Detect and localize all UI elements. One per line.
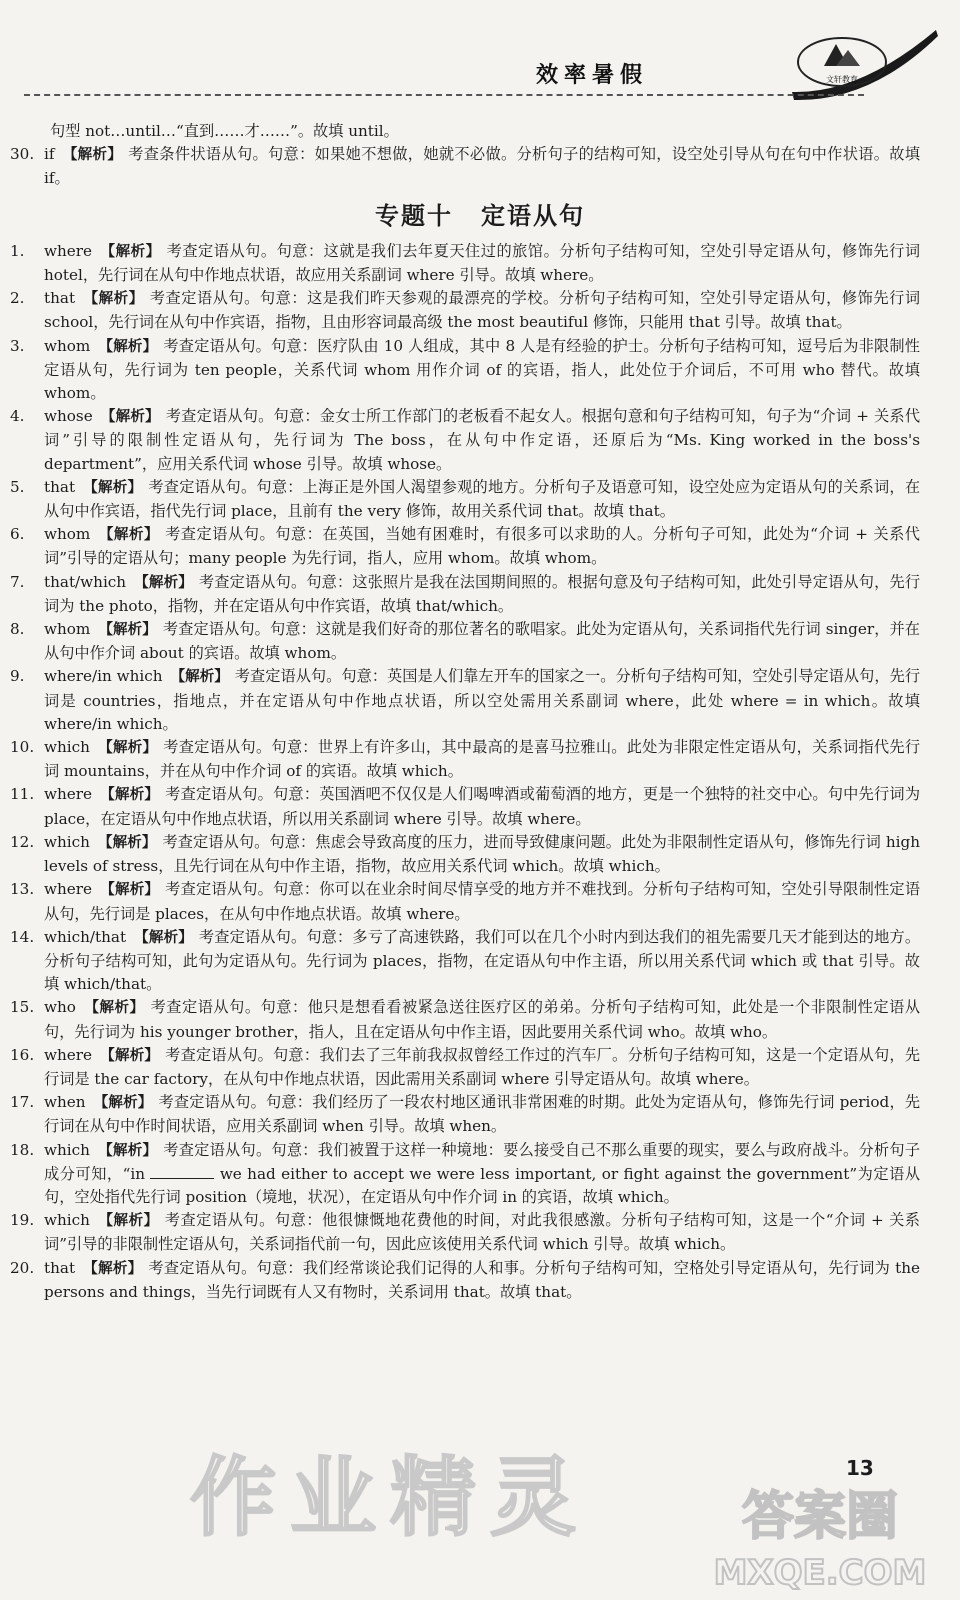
item-number: 14.	[10, 927, 35, 946]
item-explanation: 考查定语从句。句意：他很慷慨地花费他的时间，对此我很感激。分析句子结构可知，这是一个“介词 + 关系词”引导的非限制性定语从句，关系词指代前一句，因此应该使用关系代词 which 引导。故填 which。	[44, 1211, 920, 1254]
analysis-tag: 【解析】	[62, 147, 123, 164]
item-answer: whom	[44, 525, 91, 544]
item-answer: where	[44, 241, 93, 260]
section-title	[0, 201, 960, 230]
header-title: 效率暑假	[536, 63, 649, 88]
page-number: 13	[846, 1456, 874, 1480]
item-answer: who	[44, 998, 76, 1017]
analysis-tag: 【解析】	[83, 1260, 143, 1277]
answer-item	[0, 1257, 960, 1304]
item-number: 2.	[10, 289, 25, 308]
watermark-url: MXQE.COM	[713, 1553, 927, 1593]
item-explanation: 考查定语从句。句意：这就是我们去年夏天住过的旅馆。分析句子结构可知，空处引导定语从句，修饰先行词 hotel，先行词在从句中作地点状语，故应用关系副词 where 引导。故填 where。	[44, 241, 921, 285]
item-explanation: 考查定语从句。句意：金女士所工作部门的老板看不起女人。根据句意和句子结构可知，句子为“介词 + 关系代词”引导的限制性定语从句，先行词为 The boss，在从句中作定语，还原后为“Ms. King worked in the boss's department”，应用关系代词 whose 引导。故填 whose。	[44, 407, 921, 473]
answer-item	[0, 1044, 960, 1091]
item-explanation: 考查定语从句。句意：焦虑会导致高度的压力，进而导致健康问题。此处为非限制性定语从句，修饰先行词 high levels of stress，且先行词在从句中作主语，指物，故应用关系代词 which。故填 which。	[44, 832, 920, 876]
item-explanation: 考查定语从句。句意：世界上有许多山，其中最高的是喜马拉雅山。此处为非限定性定语从句，关系词指代先行词 mountains，并在从句中作介词 of 的宾语。故填 which。	[44, 738, 921, 781]
item-explanation: 考查条件状语从句。句意：如果她不想做，她就不必做。分析句子的结构可知，设空处引导从句在句中作状语。故填 if。	[44, 145, 921, 188]
analysis-tag: 【解析】	[83, 479, 143, 496]
item-explanation: 考查定语从句。句意：他只是想看看被紧急送往医疗区的弟弟。分析句子结构可知，此处是一个非限制性定语从句，先行词为 his younger brother，指人，且在定语从句中作主语，因此要用关系代词 who。故填 who。	[44, 998, 921, 1041]
item-number: 5.	[10, 477, 25, 496]
item-number: 20.	[10, 1258, 35, 1277]
item-number: 3.	[10, 336, 25, 355]
item-answer: which/that	[44, 927, 127, 946]
answer-item	[0, 665, 960, 736]
item-answer: which	[44, 738, 90, 757]
item-answer: which	[44, 832, 90, 851]
watermark-text: 作业精灵	[190, 1448, 590, 1548]
item-answer: when	[44, 1093, 86, 1112]
item-answer: where	[44, 880, 93, 899]
item-explanation: 考查定语从句。句意：在英国，当她有困难时，有很多可以求助的人。分析句子可知，此处为“介词 + 关系代词”引导的定语从句；many people 为先行词，指人，应用 whom。故填 whom。	[44, 525, 920, 568]
answer-item	[0, 335, 960, 406]
item-answer: where/in which	[44, 667, 163, 686]
item-explanation: 考查定语从句。句意：英国是人们靠左开车的国家之一。分析句子结构可知，空处引导定语从句，先行词是 countries，指地点，并在定语从句中作地点状语，所以空处需用关系副词 where，此处 where = in which。故填 where/in which。	[44, 667, 921, 733]
analysis-tag: 【解析】	[134, 929, 193, 946]
analysis-tag: 【解析】	[83, 291, 144, 308]
section-title-topic: 定语从句	[481, 201, 585, 230]
analysis-tag: 【解析】	[134, 574, 193, 591]
item-number: 4.	[10, 407, 25, 426]
item-explanation: 考查定语从句。句意：我们被置于这样一种境地：要么接受自己不那么重要的现实，要么与政府战斗。分析句子成分可知，“in	[44, 1140, 921, 1183]
answer-item	[0, 1139, 960, 1210]
answer-item	[0, 831, 960, 878]
item-explanation-cont: we had either to accept we were less important, or fight against the government”为定语从句，空处指代先行词 position（境地，状况），在定语从句中作介词 in 的宾语，故填 which。	[44, 1164, 921, 1206]
item-answer: where	[44, 785, 93, 804]
item-explanation: 考查定语从句。句意：多亏了高速铁路，我们可以在几个小时内到达我们的祖先需要几天才能到达的地方。分析句子结构可知，此句为定语从句。先行词为 places，指物，在定语从句中作主语，所以用关系代词 which 或 that 引导。故填 which/that。	[44, 927, 921, 994]
item-answer: whom	[44, 620, 91, 639]
page-header	[0, 0, 960, 100]
item-number: 30.	[10, 145, 35, 164]
item-number: 19.	[10, 1211, 35, 1230]
item-number: 11.	[10, 785, 35, 804]
analysis-tag: 【解析】	[93, 1095, 153, 1112]
item-answer: that	[44, 289, 76, 308]
item-number: 7.	[10, 572, 25, 591]
answer-item	[0, 571, 960, 618]
item-answer: if	[44, 145, 55, 164]
answer-item	[0, 476, 960, 523]
analysis-tag: 【解析】	[83, 1000, 145, 1017]
item-answer: whose	[44, 407, 93, 426]
answer-item	[0, 523, 960, 570]
item-number: 10.	[10, 738, 35, 757]
item-number: 9.	[10, 667, 25, 686]
answer-item	[0, 287, 960, 334]
analysis-tag: 【解析】	[98, 622, 157, 639]
publisher-logo	[790, 22, 940, 104]
answer-item	[0, 240, 960, 287]
answer-item	[0, 783, 960, 830]
answer-item	[0, 926, 960, 997]
section-title-number: 专题十	[375, 201, 453, 230]
item-number: 16.	[10, 1045, 35, 1064]
item-answer: that/which	[44, 572, 127, 591]
item-explanation: 考查定语从句。句意：上海正是外国人渴望参观的地方。分析句子及语意可知，设空处应为定语从句的关系词，在从句中作宾语，指代先行词 place，且前有 the very 修饰，故用关系代词 that。故填 that。	[44, 477, 921, 521]
analysis-tag: 【解析】	[97, 1142, 158, 1159]
watermark-logo-text: 答案圈	[741, 1487, 899, 1547]
item-explanation: 考查定语从句。句意：这张照片是我在法国期间照的。根据句意及句子结构可知，此处引导定语从句，先行词为 the photo，指物，并在定语从句中作宾语，故填 that/which。	[44, 572, 921, 615]
item-explanation: 考查定语从句。句意：我们去了三年前我叔叔曾经工作过的汽车厂。分析句子结构可知，这是一个定语从句，先行词是 the car factory，在从句中作地点状语，因此需用关系副词 where 引导定语从句。故填 where。	[44, 1045, 921, 1088]
answer-item	[0, 1091, 960, 1138]
answer-item	[0, 618, 960, 665]
item-number: 1.	[10, 241, 25, 260]
watermark-logo	[690, 1472, 950, 1596]
item-explanation: 考查定语从句。句意：你可以在业余时间尽情享受的地方并不难找到。分析句子结构可知，空处引导限制性定语从句，先行词是 places，在从句中作地点状语。故填 where。	[44, 880, 921, 923]
item-explanation: 考查定语从句。句意：这就是我们好奇的那位著名的歌唱家。此处为定语从句，关系词指代先行词 singer，并在从句中作介词 about 的宾语。故填 whom。	[44, 620, 920, 663]
analysis-tag: 【解析】	[100, 243, 161, 260]
item-answer: that	[44, 477, 76, 496]
item-number: 13.	[10, 880, 35, 899]
answer-item	[0, 143, 960, 190]
continuation-text: 句型 not…until…“直到……才……”。故填 until。	[50, 122, 399, 140]
analysis-tag: 【解析】	[97, 1213, 159, 1230]
item-answer: whom	[44, 336, 91, 355]
logo-text: 文轩教育	[826, 75, 858, 84]
item-explanation: 考查定语从句。句意：我们经常谈论我们记得的人和事。分析句子结构可知，空格处引导定语从句，先行词为 the persons and things，当先行词既有人又有物时，关系词用 that。故填 that。	[44, 1258, 921, 1301]
item-number: 12.	[10, 832, 35, 851]
answer-content	[0, 120, 960, 1304]
item-explanation: 考查定语从句。句意：医疗队由 10 人组成，其中 8 人是有经验的护士。分析句子结构可知，逗号后为非限制性定语从句，先行词为 ten people，关系代词 whom 用作介词 of 的宾语，指人，此处位于介词后，不可用 who 替代。故填 whom。	[44, 336, 920, 403]
item-answer: that	[44, 1258, 76, 1277]
analysis-tag: 【解析】	[98, 527, 160, 544]
item-answer: which	[44, 1140, 90, 1159]
item-explanation: 考查定语从句。句意：这是我们昨天参观的最漂亮的学校。分析句子结构可知，空处引导定语从句，修饰先行词 school，先行词在从句中作宾语，指物，且由形容词最高级 the most beautiful 修饰，只能用 that 引导。故填 that。	[44, 289, 921, 332]
item-explanation: 考查定语从句。句意：我们经历了一段农村地区通讯非常困难的时期。此处为定语从句，修饰先行词 period，先行词在从句中作时间状语，应用关系副词 when 引导。故填 when。	[44, 1093, 921, 1136]
item-number: 15.	[10, 998, 35, 1017]
analysis-tag: 【解析】	[100, 409, 160, 426]
analysis-tag: 【解析】	[100, 882, 160, 899]
item-answer: where	[44, 1045, 93, 1064]
analysis-tag: 【解析】	[97, 834, 157, 851]
answer-item	[0, 878, 960, 925]
answer-list	[0, 240, 960, 1304]
item-explanation: 考查定语从句。句意：英国酒吧不仅仅是人们喝啤酒或葡萄酒的地方，更是一个独特的社交中心。句中先行词为 place，在定语从句中作地点状语，所以用关系副词 where 引导。故填 where。	[44, 785, 921, 828]
fill-blank	[150, 1164, 214, 1179]
answer-item	[0, 996, 960, 1043]
item-answer: which	[44, 1211, 90, 1230]
item-number: 18.	[10, 1140, 35, 1159]
item-number: 17.	[10, 1093, 35, 1112]
header-divider	[24, 94, 864, 96]
answer-item	[0, 736, 960, 783]
analysis-tag: 【解析】	[170, 669, 229, 686]
analysis-tag: 【解析】	[98, 338, 158, 355]
answer-item	[0, 405, 960, 476]
answer-item	[0, 1209, 960, 1256]
item-number: 8.	[10, 620, 25, 639]
analysis-tag: 【解析】	[100, 787, 160, 804]
analysis-tag: 【解析】	[97, 740, 158, 757]
analysis-tag: 【解析】	[100, 1047, 160, 1064]
item-number: 6.	[10, 525, 25, 544]
